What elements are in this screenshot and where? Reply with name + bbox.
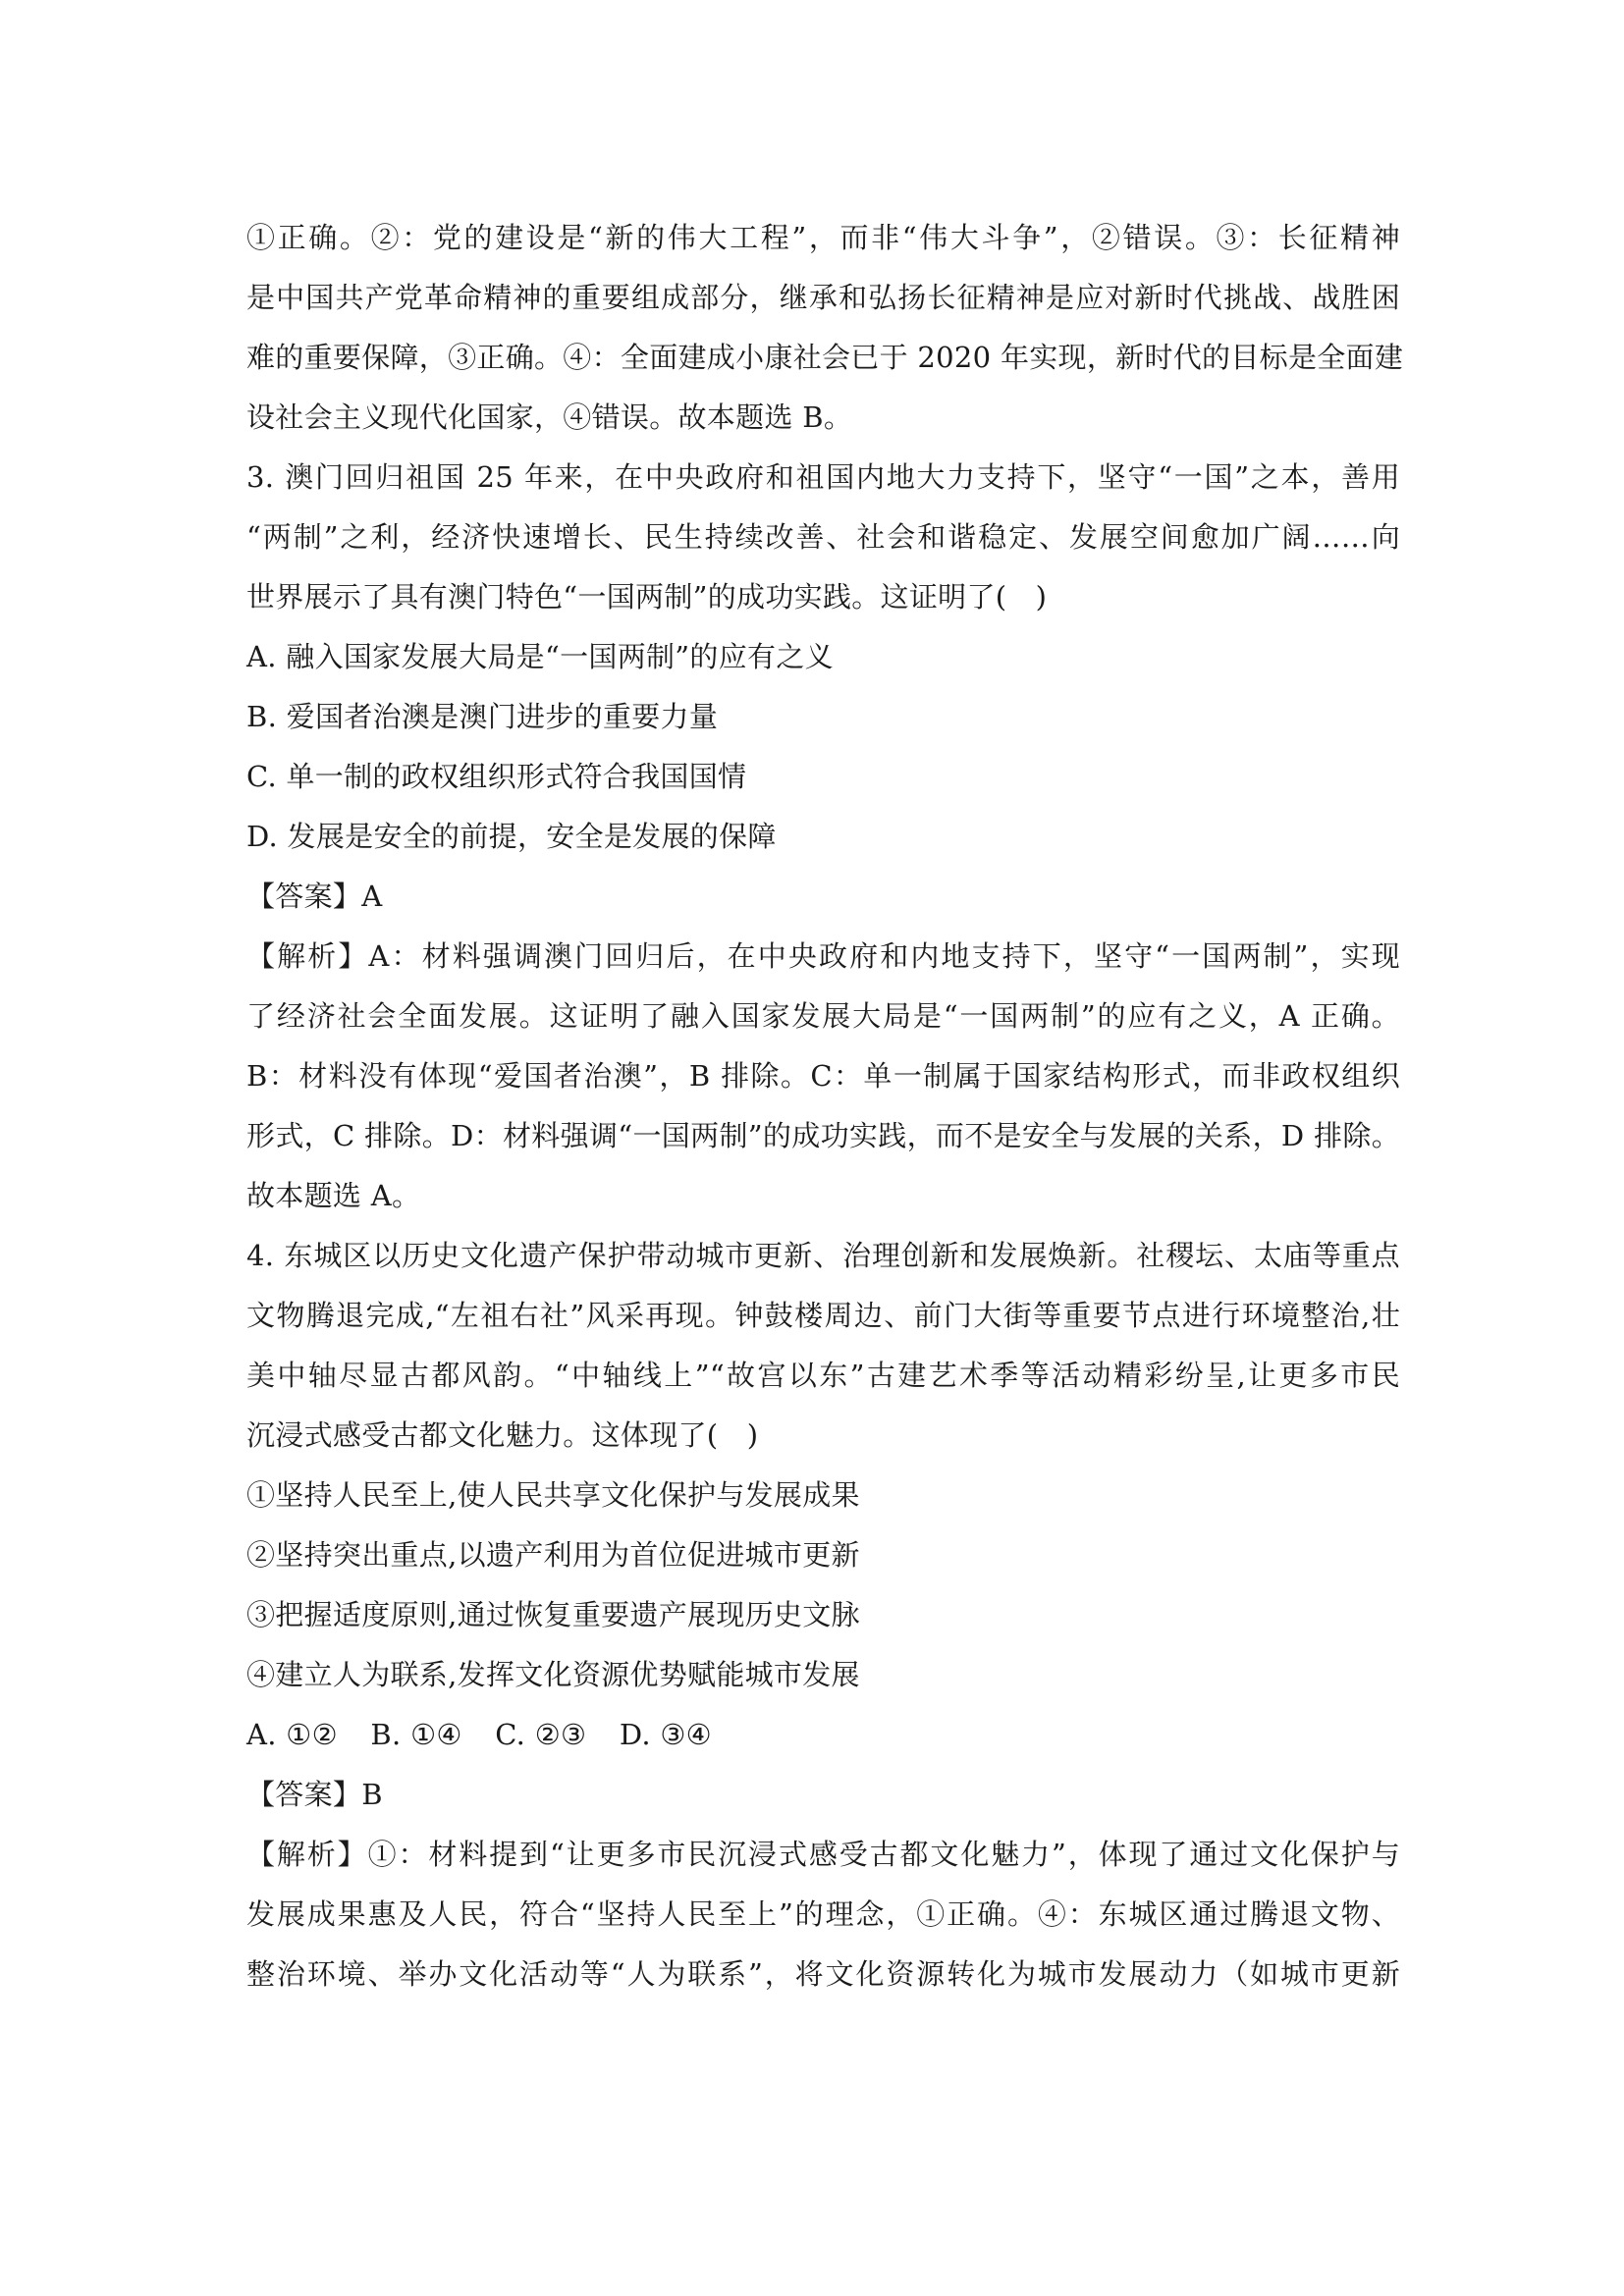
question-4 [246,1226,1400,2004]
analysis-line: 【解析】A：材料强调澳门回归后，在中央政府和内地支持下，坚守“一国两制”，实现 [246,939,1400,973]
question-stem-line: 4. 东城区以历史文化遗产保护带动城市更新、治理创新和发展焕新。社稷坛、太庙等重点 [246,1239,1400,1272]
option-b: B. ①④ [370,1718,462,1751]
statement-1: ①坚持人民至上,使人民共享文化保护与发展成果 [246,1478,860,1512]
analysis-line: B：材料没有体现“爱国者治澳”，B 排除。C：单一制属于国家结构形式，而非政权组织 [246,1059,1400,1093]
text-line: 设社会主义现代化国家，④错误。故本题选 B。 [246,400,853,434]
text-line: 难的重要保障，③正确。④：全面建成小康社会已于 2020 年实现，新时代的目标是全面建 [246,341,1404,374]
option-a: A. ①② [246,1718,338,1751]
analysis-line: 故本题选 A。 [246,1179,421,1212]
answer-label: 【答案】A [246,880,383,913]
option-c: C. 单一制的政权组织形式符合我国国情 [246,760,747,793]
text-line: 是中国共产党革命精神的重要组成部分，继承和弘扬长征精神是应对新时代挑战、战胜困 [246,281,1400,314]
question-stem-line: “两制”之利，经济快速增长、民生持续改善、社会和谐稳定、发展空间愈加广阔……向 [246,520,1400,554]
q2-analysis-continuation [246,208,1404,448]
analysis-line: 形式，C 排除。D：材料强调“一国两制”的成功实践，而不是安全与发展的关系，D 排除。 [246,1119,1400,1152]
question-3 [246,448,1400,1226]
analysis-line: 【解析】①：材料提到“让更多市民沉浸式感受古都文化魅力”，体现了通过文化保护与 [246,1838,1400,1871]
analysis-line: 发展成果惠及人民，符合“坚持人民至上”的理念，①正确。④：东城区通过腾退文物、 [246,1897,1400,1931]
option-a: A. 融入国家发展大局是“一国两制”的应有之义 [246,640,834,673]
statement-2: ②坚持突出重点,以遗产利用为首位促进城市更新 [246,1538,860,1572]
options-row [246,1705,1400,1765]
analysis-line: 整治环境、举办文化活动等“人为联系”，将文化资源转化为城市发展动力（如城市更新 [246,1957,1400,1991]
text-line: ①正确。②：党的建设是“新的伟大工程”，而非“伟大斗争”，②错误。③：长征精神 [246,221,1400,254]
document-page [246,208,1404,2004]
question-stem-line: 3. 澳门回归祖国 25 年来，在中央政府和祖国内地大力支持下，坚守“一国”之本，善用 [246,460,1400,494]
answer-label: 【答案】B [246,1778,383,1811]
statement-4: ④建立人为联系,发挥文化资源优势赋能城市发展 [246,1658,860,1691]
question-stem-line: 美中轴尽显古都风韵。“中轴线上”“故宫以东”古建艺术季等活动精彩纷呈,让更多市民 [246,1359,1400,1392]
option-b: B. 爱国者治澳是澳门进步的重要力量 [246,700,719,733]
question-stem-line: 世界展示了具有澳门特色“一国两制”的成功实践。这证明了( ) [246,580,1048,614]
question-stem-line: 文物腾退完成,“左祖右社”风采再现。钟鼓楼周边、前门大街等重要节点进行环境整治,壮 [246,1299,1400,1332]
question-stem-line: 沉浸式感受古都文化魅力。这体现了( ) [246,1418,759,1452]
option-d: D. ③④ [619,1718,712,1751]
option-d: D. 发展是安全的前提，安全是发展的保障 [246,820,777,853]
analysis-line: 了经济社会全面发展。这证明了融入国家发展大局是“一国两制”的应有之义，A 正确。 [246,999,1400,1033]
statement-3: ③把握适度原则,通过恢复重要遗产展现历史文脉 [246,1598,860,1631]
option-c: C. ②③ [495,1718,587,1751]
